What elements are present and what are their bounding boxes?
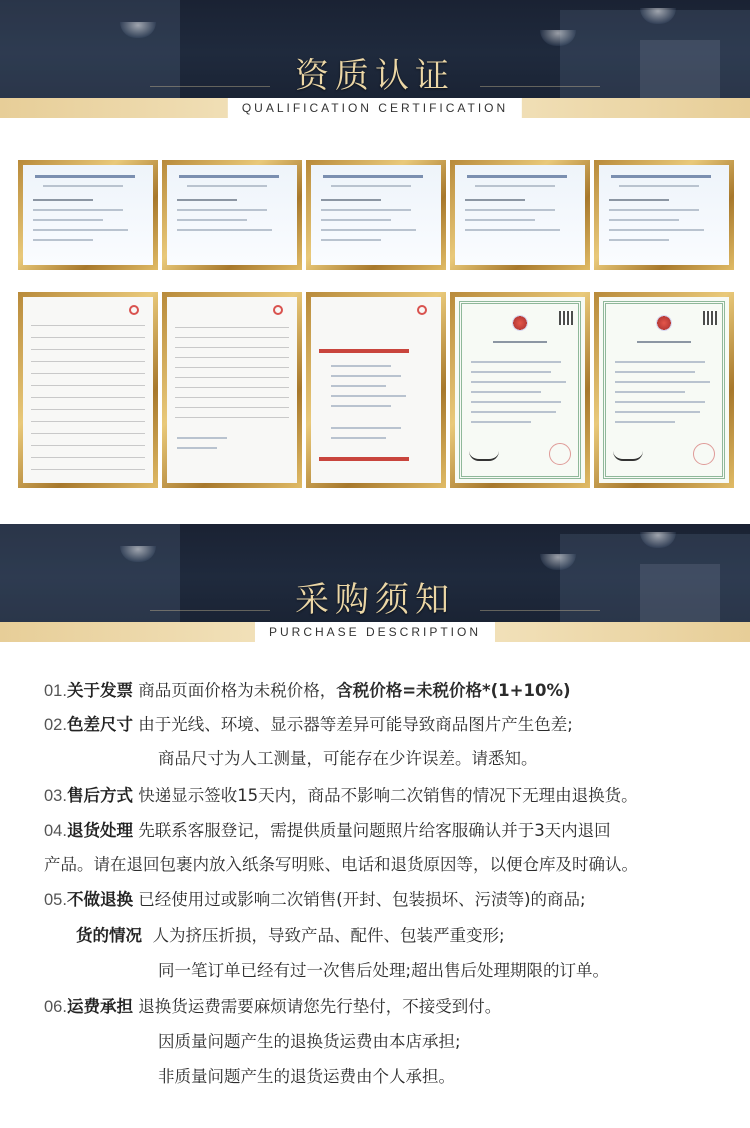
qualification-banner xyxy=(0,0,750,118)
note-shipping: 06.运费承担 退换货运费需要麻烦请您先行垫付，不接受到付。 xyxy=(44,997,502,1016)
certificate-image xyxy=(306,160,446,270)
patent-certificate-image xyxy=(594,292,734,488)
note-no-return-cont2: 同一笔订单已经有过一次售后处理;超出售后处理期限的订单。 xyxy=(158,961,610,980)
note-no-return-cont1: 货的情况 人为挤压折损，导致产品、配件、包装严重变形; xyxy=(76,926,505,945)
qualification-subtitle: QUALIFICATION CERTIFICATION xyxy=(228,98,522,118)
purchase-banner xyxy=(0,524,750,642)
note-shipping-cont1: 因质量问题产生的退换货运费由本店承担; xyxy=(158,1032,461,1051)
qualification-title: 资质认证 xyxy=(295,56,455,96)
certificate-image xyxy=(594,160,734,270)
certificate-image xyxy=(450,160,590,270)
note-return-cont: 产品。请在退回包裹内放入纸条写明账、电话和退货原因等，以便仓库及时确认。 xyxy=(44,855,638,874)
certificate-image xyxy=(162,160,302,270)
test-report-image xyxy=(306,292,446,488)
certificate-image xyxy=(18,160,158,270)
note-return: 04.退货处理 先联系客服登记，需提供质量问题照片给客服确认并于3天内退回 xyxy=(44,821,611,840)
note-no-return: 05.不做退换 已经使用过或影响二次销售(开封、包装损坏、污渍等)的商品; xyxy=(44,890,586,909)
note-after-sales: 03.售后方式 快递显示签收15天内，商品不影响二次销售的情况下无理由退换货。 xyxy=(44,786,638,805)
purchase-title: 采购须知 xyxy=(295,580,455,620)
note-color-size-cont: 商品尺寸为人工测量，可能存在少许误差。请悉知。 xyxy=(158,749,538,768)
note-color-size: 02.色差尺寸 由于光线、环境、显示器等差异可能导致商品图片产生色差; xyxy=(44,715,573,734)
patent-certificate-image xyxy=(450,292,590,488)
test-report-image xyxy=(162,292,302,488)
test-report-image xyxy=(18,292,158,488)
purchase-subtitle: PURCHASE DESCRIPTION xyxy=(255,622,495,642)
note-shipping-cont2: 非质量问题产生的退货运费由个人承担。 xyxy=(158,1067,455,1086)
note-invoice: 01.关于发票 商品页面价格为未税价格，含税价格=未税价格*(1+10%) xyxy=(44,681,571,700)
